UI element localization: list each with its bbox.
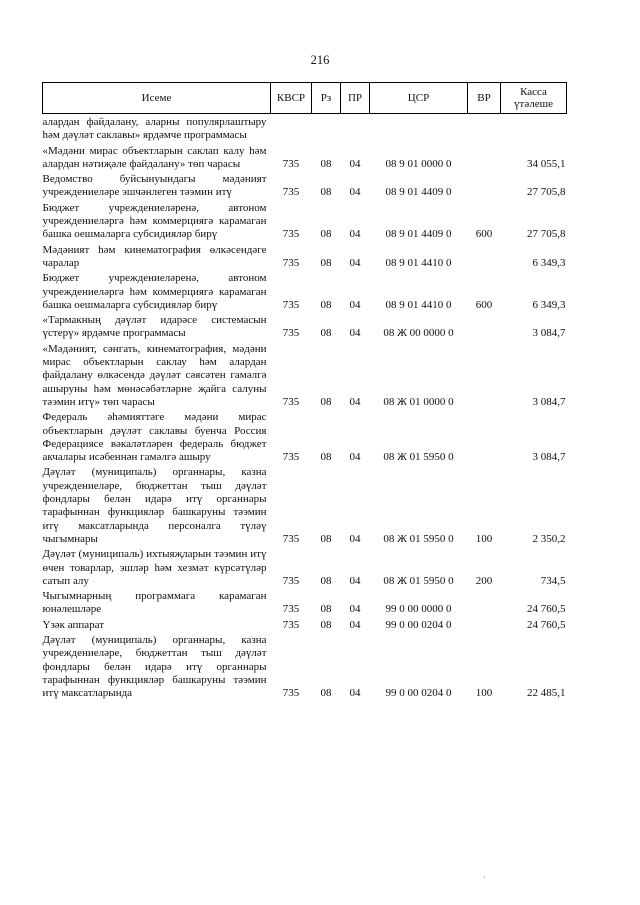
cell-vr: [468, 171, 501, 200]
cell-sum: 22 485,1: [527, 687, 566, 700]
cell-sum: 3 084,7: [532, 395, 566, 408]
cell-name: алардан файдалану, аларны популярлаштыру һәм дәүләт саклавы» ярдәмче программасы: [42, 116, 267, 142]
table-body: [43, 114, 567, 701]
header-kvsr: КВСР: [271, 83, 312, 114]
header-pr: ПР: [341, 83, 370, 114]
table-row: [43, 270, 567, 312]
cell-vr: [468, 341, 501, 409]
cell-kvsr: 735: [282, 228, 300, 241]
cell-rz: 08: [320, 574, 332, 587]
cell-name: Дәүләт (муниципаль) органнары, казна учреждениеләре, бюджеттан тыш дәүләт фондлары белән идарә итү органнары тарафыннан функцияләр башкаруны тәэмин итү максатларында персоналга түләү чыгымнары: [42, 466, 267, 545]
cell-csr: 08 Ж 01 5950 0: [383, 451, 454, 464]
cell-sum: 34 055,1: [527, 157, 566, 170]
cell-vr: 100: [475, 532, 493, 545]
cell-name: Ведомство буйсынуындагы мәдәният учреждениеләре эшчәнлеген тәэмин итү: [42, 173, 267, 199]
table-row: [43, 143, 567, 172]
cell-kvsr: 735: [282, 157, 300, 170]
cell-kvsr: 735: [282, 603, 300, 616]
cell-rz: [312, 114, 341, 143]
table-row: [43, 617, 567, 632]
cell-vr: 600: [475, 298, 493, 311]
table-row: [43, 632, 567, 700]
cell-csr: 08 9 01 0000 0: [385, 157, 452, 170]
cell-name: Бюджет учреждениеләренә, автоном учреждениеләргә һәм коммерциягә карамаган башка оешмаларга субсидияләр бирү: [42, 201, 267, 241]
table-row: [43, 464, 567, 546]
cell-pr: 04: [349, 532, 361, 545]
cell-sum: [501, 114, 567, 143]
cell-vr: 600: [475, 228, 493, 241]
cell-rz: 08: [320, 395, 332, 408]
cell-name: Чыгымнарның программага карамаган юнәлешләре: [42, 590, 267, 616]
table-row: [43, 546, 567, 588]
header-rz: Рз: [312, 83, 341, 114]
table-row: [43, 341, 567, 409]
cell-csr: 99 0 00 0204 0: [385, 618, 452, 631]
cell-sum: 2 350,2: [532, 532, 566, 545]
cell-vr: [468, 409, 501, 464]
cell-pr: 04: [349, 603, 361, 616]
table-header: [43, 83, 567, 114]
cell-sum: 24 760,5: [527, 603, 566, 616]
table-row: [43, 171, 567, 200]
cell-name: Үзәк аппарат: [42, 618, 105, 631]
cell-rz: 08: [320, 256, 332, 269]
cell-csr: 99 0 00 0000 0: [385, 603, 452, 616]
cell-rz: 08: [320, 603, 332, 616]
cell-pr: 04: [349, 574, 361, 587]
cell-pr: 04: [349, 228, 361, 241]
page-mark: ·: [483, 872, 486, 882]
cell-name: «Мәдәният, сәнгать, кинематография, мәдәни мирас объектларын саклау һәм алардан файдалану өлкәсендә дәүләт сәясәтен гамәлгә ашыруны һәм мөнәсәбәтләрне җайга салуны тәэмин итү» төп чарасы: [42, 342, 267, 408]
cell-pr: 04: [349, 687, 361, 700]
cell-pr: 04: [349, 618, 361, 631]
cell-vr: [468, 588, 501, 617]
cell-name: Федераль әһәмияттәге мәдәни мирас объектларын дәүләт саклавы буенча Россия Федерациясе вәкаләтләрен федераль бюджет акчалары исәбеннән гамәлгә ашыру: [42, 411, 267, 464]
header-name: Исеме: [43, 83, 271, 114]
cell-vr: [468, 617, 501, 632]
cell-csr: 08 9 01 4410 0: [385, 298, 452, 311]
cell-csr: 08 Ж 01 5950 0: [383, 532, 454, 545]
cell-vr: [468, 143, 501, 172]
cell-rz: 08: [320, 451, 332, 464]
cell-name: «Тармакның дәүләт идарәсе системасын үстерү» ярдәмче программасы: [42, 314, 267, 340]
cell-kvsr: 735: [282, 451, 300, 464]
cell-name: Дәүләт (муниципаль) ихтыяҗларын тәэмин итү өчен товарлар, эшләр һәм хезмәт күрсәтүләр сатып алу: [42, 548, 267, 587]
cell-csr: 08 Ж 01 0000 0: [383, 395, 454, 408]
cell-name: Бюджет учреждениеләренә, автоном учреждениеләргә һәм коммерциягә карамаган башка оешмаларга субсидияләр бирү: [42, 272, 267, 311]
cell-sum: 3 084,7: [532, 451, 566, 464]
cell-rz: 08: [320, 186, 332, 199]
cell-kvsr: 735: [282, 256, 300, 269]
cell-vr: 100: [475, 687, 493, 700]
cell-sum: 27 705,8: [527, 186, 566, 199]
cell-kvsr: 735: [282, 395, 300, 408]
cell-csr: [370, 114, 468, 143]
cell-pr: 04: [349, 327, 361, 340]
header-csr: ЦСР: [370, 83, 468, 114]
cell-pr: [341, 114, 370, 143]
cell-csr: 99 0 00 0204 0: [385, 687, 452, 700]
cell-csr: 08 Ж 00 0000 0: [383, 327, 454, 340]
cell-csr: 08 9 01 4410 0: [385, 256, 452, 269]
cell-sum: 734,5: [540, 574, 566, 587]
cell-vr: [468, 312, 501, 341]
cell-csr: 08 9 01 4409 0: [385, 186, 452, 199]
table-row: [43, 114, 567, 143]
budget-table-container: [42, 82, 566, 700]
cell-pr: 04: [349, 157, 361, 170]
cell-sum: 24 760,5: [527, 618, 566, 631]
cell-kvsr: 735: [282, 618, 300, 631]
cell-kvsr: [271, 114, 312, 143]
cell-rz: 08: [320, 687, 332, 700]
cell-kvsr: 735: [282, 532, 300, 545]
table-row: [43, 200, 567, 242]
cell-kvsr: 735: [282, 186, 300, 199]
cell-vr: [468, 114, 501, 143]
budget-table: [42, 82, 567, 700]
cell-sum: 6 349,3: [532, 256, 566, 269]
cell-kvsr: 735: [282, 574, 300, 587]
page-number: 216: [310, 53, 330, 67]
cell-csr: 08 9 01 4409 0: [385, 228, 452, 241]
cell-kvsr: 735: [282, 327, 300, 340]
cell-rz: 08: [320, 327, 332, 340]
cell-name: Дәүләт (муниципаль) органнары, казна учреждениеләре, бюджеттан тыш дәүләт фондлары белән идарә итү органнары тарафыннан функцияләр башкаруны тәэмин итү максатларында: [42, 633, 267, 700]
cell-pr: 04: [349, 395, 361, 408]
cell-pr: 04: [349, 256, 361, 269]
header-kassa: Касса үтәлеше: [501, 83, 567, 114]
cell-rz: 08: [320, 298, 332, 311]
cell-sum: 27 705,8: [527, 228, 566, 241]
cell-kvsr: 735: [282, 687, 300, 700]
cell-rz: 08: [320, 618, 332, 631]
cell-pr: 04: [349, 451, 361, 464]
cell-kvsr: 735: [282, 298, 300, 311]
table-row: [43, 242, 567, 271]
table-row: [43, 588, 567, 617]
cell-rz: 08: [320, 532, 332, 545]
cell-vr: [468, 242, 501, 271]
cell-sum: 6 349,3: [532, 298, 566, 311]
cell-pr: 04: [349, 298, 361, 311]
cell-pr: 04: [349, 186, 361, 199]
cell-name: Мәдәният һәм кинематография өлкәсендәге чаралар: [42, 243, 267, 269]
cell-sum: 3 084,7: [532, 327, 566, 340]
cell-csr: 08 Ж 01 5950 0: [383, 574, 454, 587]
table-row: [43, 409, 567, 464]
cell-vr: 200: [475, 574, 493, 587]
header-vr: ВР: [468, 83, 501, 114]
table-row: [43, 312, 567, 341]
cell-rz: 08: [320, 157, 332, 170]
cell-name: «Мәдәни мирас объектларын саклап калу һәм алардан нәтиҗәле файдалану» төп чарасы: [42, 144, 267, 170]
cell-rz: 08: [320, 228, 332, 241]
